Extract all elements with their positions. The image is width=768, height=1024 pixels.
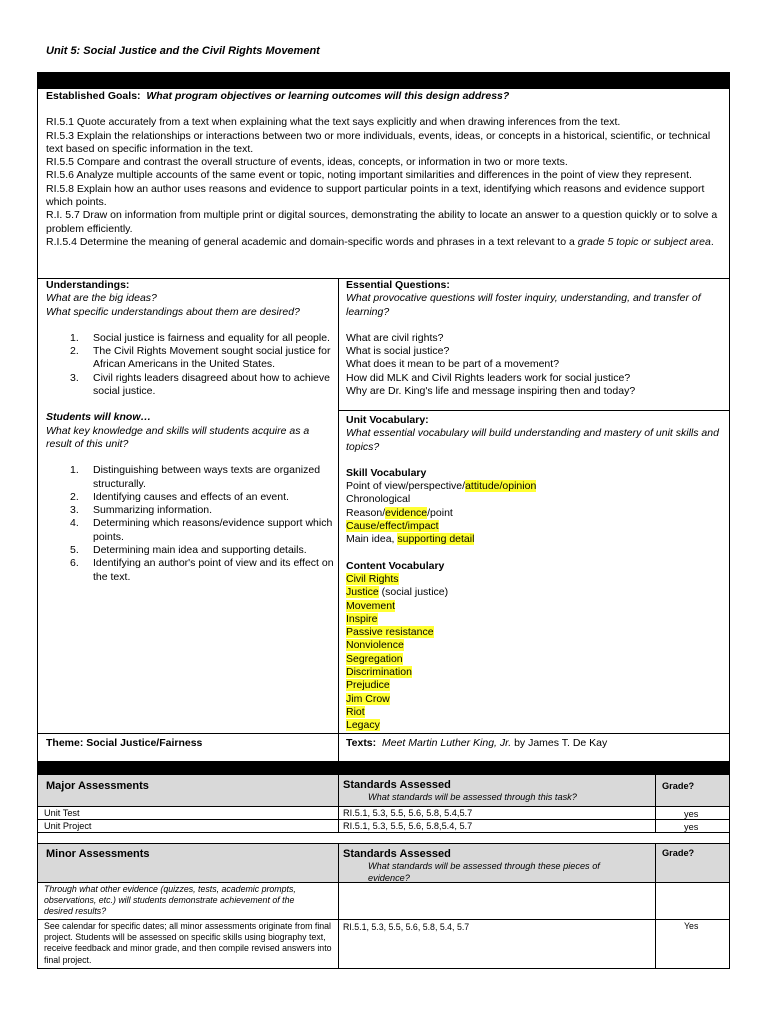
goal-item: RI.5.8 Explain how an author uses reasons and evidence to support particular points in a text, identifying which reasons and evidence support which points. <box>46 182 705 209</box>
goal-item: RI.5.6 Analyze multiple accounts of the same event or topic, noting important similarities and differences in the point of view they represent. <box>46 169 692 182</box>
list-item: 3. Civil rights leaders disagreed about how to achieve social justice. <box>70 371 330 398</box>
vocabulary-question: What essential vocabulary will build understanding and mastery of unit skills and topics? <box>346 427 719 453</box>
list-item: 6. Identifying an author's point of view and its effect on the text. <box>70 557 334 583</box>
goal-item: R.I. 5.7 Draw on information from multiple print or digital sources, demonstrating the ability to locate an answer to a question quickly or to solve a problem efficiently. <box>46 209 718 235</box>
major-assessments-header: Major Assessments <box>46 780 149 792</box>
table-row-name: Unit Test <box>44 808 80 818</box>
vocab-item: Reason/evidence/point <box>346 506 453 519</box>
understandings-list <box>46 332 334 398</box>
list-item: 4. Determining which reasons/evidence support which points. <box>70 517 333 543</box>
list-item: 1. Distinguishing between ways texts are organized structurally. <box>70 464 321 490</box>
vocabulary-label: Unit Vocabulary: <box>346 414 429 426</box>
essential-questions-prompt: What provocative questions will foster inquiry, understanding, and transfer of learning? <box>346 292 701 318</box>
vocab-item: Movement <box>346 599 396 612</box>
minor-row-grade: Yes <box>684 921 699 931</box>
understandings-label: Understandings: <box>46 279 130 291</box>
understandings-q2: What specific understandings about them are desired? <box>46 305 300 318</box>
understandings-section <box>46 279 334 584</box>
essential-questions-label: Essential Questions: <box>346 279 450 291</box>
vocab-item: Riot <box>346 705 365 718</box>
vocab-item: Justice (social justice) <box>346 586 449 599</box>
unit-vocabulary <box>346 414 724 733</box>
goal-item: RI.5.1 Quote accurately from a text when explaining what the text says explicitly and when drawing inferences from the text. <box>46 116 621 129</box>
vocab-item: Jim Crow <box>346 692 390 705</box>
vocab-item: Segregation <box>346 652 403 665</box>
students-know-question: What key knowledge and skills will students acquire as a result of this unit? <box>46 424 310 450</box>
vocab-item: Legacy <box>346 719 380 732</box>
vocab-item: Discrimination <box>346 666 412 679</box>
minor-assessments-header: Minor Assessments <box>46 848 150 860</box>
students-know-list <box>46 464 334 584</box>
essential-questions <box>346 279 724 398</box>
vocab-item: Civil Rights <box>346 572 399 585</box>
list-item: 5. Determining main idea and supporting details. <box>70 544 307 557</box>
question-item: What are civil rights? <box>346 331 444 344</box>
text-author: by James T. De Kay <box>511 737 608 749</box>
goal-item: RI.5.5 Compare and contrast the overall structure of events, ideas, concepts, or information in two or more texts. <box>46 156 568 169</box>
goal-item: RI.5.3 Explain the relationships or interactions between two or more individuals, events, ideas, or concepts in a historical, scientific, or technical text based on specific information in the text. <box>46 129 711 155</box>
unit-plan-table <box>37 72 730 969</box>
vocab-item: Main idea, supporting detail <box>346 533 475 546</box>
theme-label: Theme: Social Justice/Fairness <box>46 737 203 749</box>
table-row-standards: RI.5.1, 5.3, 5.5, 5.6, 5.8, 5.4,5.7 <box>343 808 473 818</box>
goals-label: Established Goals: <box>46 90 141 102</box>
list-item: 2. The Civil Rights Movement sought social justice for African Americans in the United States. <box>70 345 331 371</box>
skill-vocabulary-label: Skill Vocabulary <box>346 466 427 479</box>
vocab-item: Cause/effect/impact <box>346 520 439 533</box>
table-row-grade: yes <box>684 822 699 832</box>
question-item: Why are Dr. King's life and message inspiring then and today? <box>346 385 636 398</box>
section-divider <box>38 73 729 89</box>
vocab-item: Inspire <box>346 612 378 625</box>
list-item: 1. Social justice is fairness and equality for all people. <box>70 331 330 344</box>
content-vocabulary-label: Content Vocabulary <box>346 559 445 572</box>
question-item: How did MLK and Civil Rights leaders work for social justice? <box>346 371 631 384</box>
minor-standards-header: Standards Assessed What standards will be assessed through these pieces of evidence? <box>343 848 600 883</box>
understandings-q1: What are the big ideas? <box>46 292 157 305</box>
table-row-grade: yes <box>684 809 699 819</box>
minor-evidence-prompt: Through what other evidence (quizzes, tests, academic prompts, observations, etc.) will students demonstrate achievement of the desired results? <box>44 884 296 917</box>
table-row-name: Unit Project <box>44 821 92 831</box>
vocab-item: Point of view/perspective/attitude/opinion <box>346 480 537 493</box>
minor-row-description: See calendar for specific dates; all minor assessments originate from final project. Students will be assessed on specific skills using biography text, receive feedback and minor grade, and then compile revised answers into final project. <box>44 921 332 965</box>
texts-cell: Texts: Meet Martin Luther King, Jr. by James T. De Kay <box>346 737 608 749</box>
vocab-item: Passive resistance <box>346 626 434 639</box>
goal-item: R.I.5.4 Determine the meaning of general academic and domain-specific words and phrases in a text relevant to a grade 5 topic or subject area. <box>46 235 714 248</box>
table-row-standards: RI.5.1, 5.3, 5.5, 5.6, 5.8,5.4, 5.7 <box>343 821 473 831</box>
major-standards-header: Standards Assessed What standards will be assessed through this task? <box>343 779 577 803</box>
vocab-item: Nonviolence <box>346 639 404 652</box>
established-goals <box>46 90 726 249</box>
students-know-label: Students will know… <box>46 411 152 424</box>
minor-row-standards: RI.5.1, 5.3, 5.5, 5.6, 5.8, 5.4, 5.7 <box>343 922 470 932</box>
vocab-item: Prejudice <box>346 679 390 692</box>
major-grade-header: Grade? <box>662 781 695 791</box>
question-item: What does it mean to be part of a movement? <box>346 358 560 371</box>
section-divider <box>38 761 729 775</box>
vocab-item: Chronological <box>346 493 411 506</box>
goals-question: What program objectives or learning outcomes will this design address? <box>146 90 510 102</box>
question-item: What is social justice? <box>346 345 450 358</box>
document-title: Unit 5: Social Justice and the Civil Rights Movement <box>46 45 320 57</box>
text-title: Meet Martin Luther King, Jr. <box>382 737 512 749</box>
minor-grade-header: Grade? <box>662 848 695 858</box>
list-item: 2. Identifying causes and effects of an event. <box>70 490 289 503</box>
list-item: 3. Summarizing information. <box>70 504 213 517</box>
